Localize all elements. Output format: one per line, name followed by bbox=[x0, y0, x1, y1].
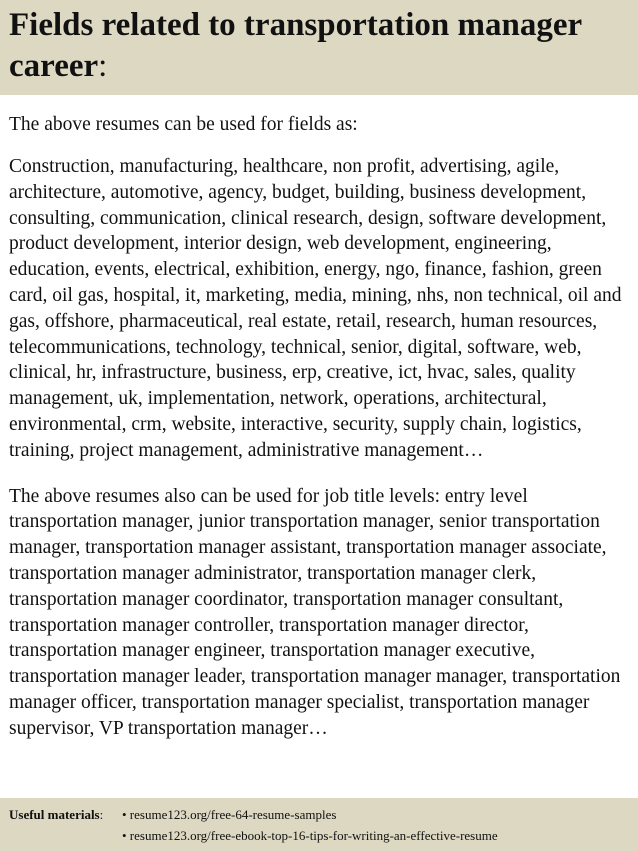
job-levels-paragraph: The above resumes also can be used for job title levels: entry level transportation manager, junior transportation manager, senior transportation manager, transportation manager assistant, transportation manager associate, transportation manager administrator, transportation manager clerk, transportation manager coordinator, transportation manager consultant, transportation manager controller, transportation manager director, transportation manager engineer, transportation manager executive, transportation manager leader, transportation manager manager, transportation manager officer, transportation manager specialist, transportation manager supervisor, VP transportation manager… bbox=[9, 485, 621, 739]
ebook-tips-link[interactable]: • resume123.org/free-ebook-top-16-tips-for-writing-an-effective-resume bbox=[122, 828, 498, 843]
page-title-colon: : bbox=[98, 48, 108, 84]
footer-band bbox=[0, 798, 638, 851]
page-title-text: Fields related to transportation manager career bbox=[9, 7, 582, 84]
footer-row-1 bbox=[9, 804, 638, 825]
intro-text: The above resumes can be used for fields as: bbox=[9, 114, 358, 135]
footer-label-spacer bbox=[9, 825, 122, 846]
content-area bbox=[9, 112, 633, 742]
useful-materials-label-text: Useful materials bbox=[9, 807, 100, 822]
footer-row-2 bbox=[9, 825, 638, 846]
useful-materials-label bbox=[9, 804, 122, 825]
resume-samples-link[interactable]: • resume123.org/free-64-resume-samples bbox=[122, 807, 337, 822]
title-band bbox=[0, 0, 638, 95]
page-title bbox=[9, 5, 628, 87]
useful-materials-label-colon: : bbox=[99, 807, 104, 822]
fields-paragraph: Construction, manufacturing, healthcare, non profit, advertising, agile, architecture, automotive, agency, budget, building, business development, consulting, communication, clinical research, design, software development, product development, interior design, web development, engineering, education, events, electrical, exhibition, energy, ngo, finance, fashion, green card, oil gas, hospital, it, marketing, media, mining, nhs, non technical, oil and gas, offshore, pharmaceutical, real estate, retail, research, human resources, telecommunications, technology, technical, senior, digital, software, web, clinical, hr, infrastructure, business, erp, creative, ict, hvac, sales, quality management, uk, implementation, network, operations, architectural, environmental, crm, website, interactive, security, supply chain, logistics, training, project management, administrative management… bbox=[9, 156, 622, 461]
